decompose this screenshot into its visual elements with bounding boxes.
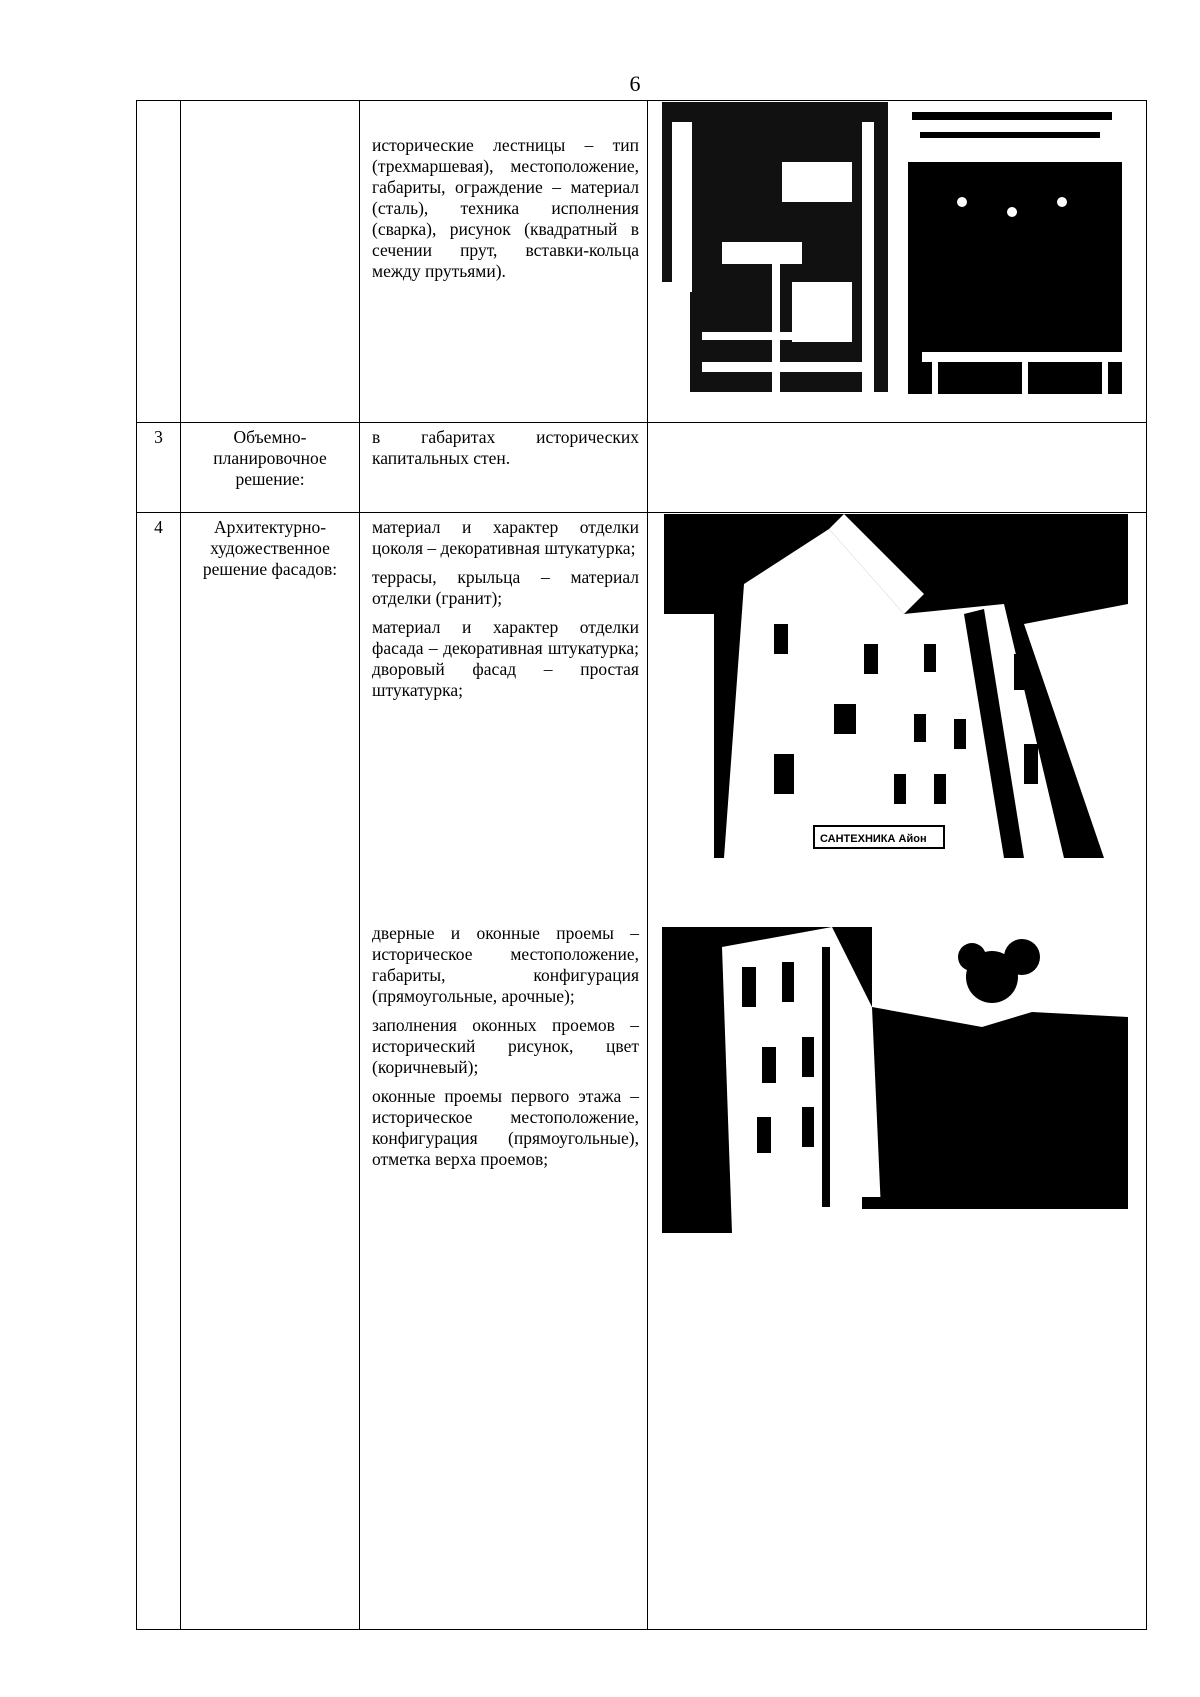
staircase-photos [662, 102, 1130, 402]
description-paragraph: исторические лестницы – тип (трехмаршевая), местоположение, габариты, ограждение – материал (сталь), техника исполнения (сварка), рисунок (квадратный в сечении прут, вставки-кольца между прутьями). [372, 135, 639, 281]
description-paragraph: дверные и оконные проемы – историческое местоположение, габариты, конфигурация (прямоугольные, арочные); [372, 923, 639, 1006]
description-paragraph: оконные проемы первого этажа – историческое местоположение, конфигурация (прямоугольные), отметка верха проемов; [372, 1086, 639, 1169]
description-paragraph: террасы, крыльца – материал отделки (гранит); [372, 567, 639, 608]
row-number [137, 101, 181, 423]
description-paragraph: материал и характер отделки фасада – декоративная штукатурка; дворовый фасад – простая штукатурка; [372, 617, 639, 700]
photo-cell [648, 101, 1147, 423]
description-paragraph: в габаритах исторических капитальных стен. [372, 427, 639, 468]
page-number: 6 [629, 71, 641, 96]
facade-photo [664, 514, 1128, 858]
row-description [360, 423, 648, 513]
row-number: 3 [137, 423, 181, 513]
row-description [360, 101, 648, 423]
courtyard-photo [662, 927, 1128, 1233]
shop-sign: САНТЕХНИКА Айон [820, 833, 927, 845]
document-table [136, 100, 1147, 1630]
table-row [137, 101, 1147, 423]
row-description [360, 513, 648, 1630]
row-name: Архитектурно-художественное решение фасадов: [181, 513, 360, 1630]
photo-cell [648, 513, 1147, 1630]
table-row [137, 423, 1147, 513]
table-row [137, 513, 1147, 1630]
description-paragraph: заполнения оконных проемов – исторический рисунок, цвет (коричневый); [372, 1015, 639, 1077]
description-paragraph: материал и характер отделки цоколя – декоративная штукатурка; [372, 517, 639, 558]
row-name [181, 101, 360, 423]
photo-cell [648, 423, 1147, 513]
row-number: 4 [137, 513, 181, 1630]
row-name: Объемно-планировочное решение: [181, 423, 360, 513]
